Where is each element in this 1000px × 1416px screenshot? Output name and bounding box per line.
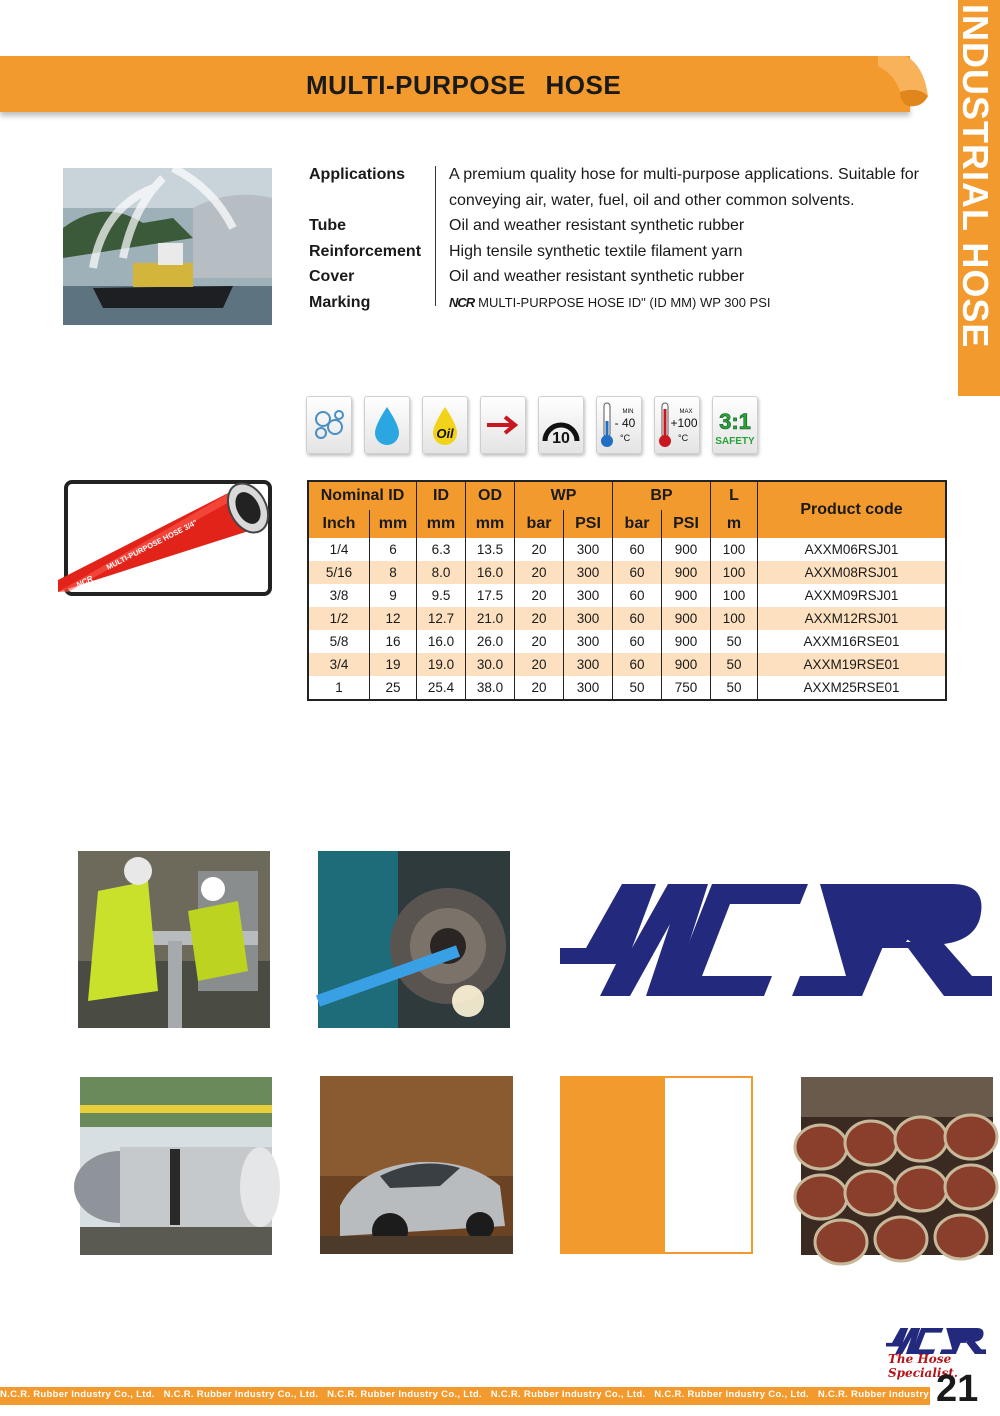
- cell: AXXM09RSJ01: [804, 588, 899, 603]
- cell: 20: [515, 561, 564, 584]
- cell: 16.0: [417, 630, 466, 653]
- spec-row-marking: [309, 290, 919, 316]
- table-row: [308, 538, 946, 561]
- page-title: MULTI-PURPOSE HOSE: [306, 70, 622, 100]
- svg-text:Oil: Oil: [436, 426, 454, 441]
- svg-text:MAX: MAX: [679, 409, 693, 415]
- cell: 300: [564, 561, 613, 584]
- hose-sample-frame: [64, 480, 272, 596]
- cell: 50: [711, 653, 758, 676]
- cell: 25: [370, 676, 417, 700]
- cell: 38.0: [466, 676, 515, 700]
- cell: 8: [370, 561, 417, 584]
- color-block-fill: [562, 1078, 665, 1252]
- cell: 3/4: [308, 653, 370, 676]
- hose-fitting-photo: [318, 851, 510, 1028]
- cell: 8.0: [417, 561, 466, 584]
- cell: 750: [662, 676, 711, 700]
- cell: 20: [515, 676, 564, 700]
- cell: 20: [515, 607, 564, 630]
- spec-key: Cover: [309, 268, 355, 285]
- spec-list: [309, 162, 919, 315]
- cell: 50: [711, 630, 758, 653]
- table-row: [308, 561, 946, 584]
- table-row: [308, 584, 946, 607]
- page-curl-icon: [878, 56, 930, 116]
- cell: 20: [515, 630, 564, 653]
- sports-car-photo: [320, 1076, 513, 1254]
- oil-icon: [422, 396, 468, 454]
- cell: 5/16: [308, 561, 370, 584]
- table-row: [308, 676, 946, 700]
- cell: 30.0: [466, 653, 515, 676]
- water-drop-icon: [364, 396, 410, 454]
- spec-key: Marking: [309, 293, 371, 311]
- cell: 100: [711, 538, 758, 561]
- spec-value: Oil and weather resistant synthetic rubber: [449, 268, 745, 285]
- safety-factor-icon: [712, 396, 758, 454]
- svg-text:10: 10: [552, 430, 570, 447]
- sub-header: PSI: [662, 510, 711, 538]
- cell: AXXM19RSE01: [758, 653, 947, 676]
- cell: 100: [711, 607, 758, 630]
- spec-table: [307, 480, 947, 701]
- spec-key: Reinforcement: [309, 242, 422, 260]
- max-temp-icon: [654, 396, 700, 454]
- hose-print-text: MULTI-PURPOSE HOSE 3/4": [104, 517, 199, 572]
- table-row: [308, 630, 946, 653]
- spec-key: Applications: [309, 166, 406, 183]
- cell: 20: [515, 538, 564, 561]
- cell: 12.7: [417, 607, 466, 630]
- svg-text:°C: °C: [678, 433, 689, 443]
- sub-header: PSI: [564, 510, 613, 538]
- cell: 1/2: [308, 607, 370, 630]
- cell: 12: [370, 607, 417, 630]
- min-temp-icon: [596, 396, 642, 454]
- cell: 300: [564, 584, 613, 607]
- slogan: The Hose Specialist.: [888, 1352, 958, 1380]
- cell: 900: [662, 584, 711, 607]
- ncr-mini-logo: NCR: [449, 294, 475, 310]
- cell: 26.0: [466, 630, 515, 653]
- spec-value: Oil and weather resistant synthetic rubber: [449, 217, 745, 234]
- spec-row-applications: [309, 162, 919, 213]
- cell: 300: [564, 653, 613, 676]
- svg-text:+100: +100: [670, 416, 698, 430]
- sub-header: mm: [370, 510, 417, 538]
- wine-barrels-photo: [801, 1077, 993, 1255]
- page-number: 21: [936, 1368, 979, 1410]
- footer-company-repeat: N.C.R. Rubber Industry Co., Ltd. N.C.R. Rubber Industry Co., Ltd. N.C.R. Rubber Industry Co., Ltd. N.C.R. Rubber Industry Co., Ltd. N.C.R. Rubber Industry Co., Ltd. N.C.R. Rubber Industry Co., Ltd.: [0, 1389, 973, 1400]
- workers-photo: [78, 851, 270, 1028]
- ncr-logo: [560, 878, 992, 1002]
- cell: 60: [613, 584, 662, 607]
- col-header: OD: [466, 481, 515, 510]
- spec-row-cover: [309, 264, 919, 290]
- table-row: [308, 653, 946, 676]
- cell: 16: [370, 630, 417, 653]
- cell: 100: [711, 561, 758, 584]
- table-row: [308, 607, 946, 630]
- cell: AXXM06RSJ01: [804, 542, 899, 557]
- section-label: INDUSTRIAL HOSE: [955, 4, 996, 349]
- cell: 20: [515, 584, 564, 607]
- arrow-icon: [480, 396, 526, 454]
- spec-value: [435, 290, 919, 316]
- fireboat-photo: [63, 168, 272, 325]
- air-icon: [306, 396, 352, 454]
- cell: 60: [613, 653, 662, 676]
- svg-text:SAFETY: SAFETY: [715, 436, 755, 447]
- sub-header: m: [711, 510, 758, 538]
- col-header: ID: [417, 481, 466, 510]
- cell: 9: [370, 584, 417, 607]
- cell: 19: [370, 653, 417, 676]
- cell: 300: [564, 630, 613, 653]
- col-header: Product code: [758, 481, 947, 538]
- cell: 16.0: [466, 561, 515, 584]
- sub-header: mm: [466, 510, 515, 538]
- cell: 50: [613, 676, 662, 700]
- sub-header: bar: [515, 510, 564, 538]
- sub-header: mm: [417, 510, 466, 538]
- cell: AXXM25RSE01: [803, 680, 900, 695]
- spec-row-reinforcement: [309, 239, 919, 265]
- svg-text:MIN: MIN: [622, 409, 634, 415]
- cell: 19.0: [417, 653, 466, 676]
- cell: 900: [662, 630, 711, 653]
- spec-value: A premium quality hose for multi-purpose applications. Suitable for conveying air, water, fuel, oil and other common solvents.: [449, 166, 919, 209]
- cell: 9.5: [417, 584, 466, 607]
- cell: 6.3: [417, 538, 466, 561]
- svg-text:°C: °C: [620, 433, 631, 443]
- cell: 5/8: [308, 630, 370, 653]
- spec-key: Tube: [309, 217, 347, 234]
- svg-text:3:1: 3:1: [719, 409, 751, 434]
- cell: 60: [613, 538, 662, 561]
- cell: 25.4: [417, 676, 466, 700]
- cell: 60: [613, 630, 662, 653]
- cell: 900: [662, 538, 711, 561]
- cell: 100: [711, 584, 758, 607]
- cell: 20: [515, 653, 564, 676]
- cell: 300: [564, 676, 613, 700]
- cell: 300: [564, 538, 613, 561]
- cell: AXXM08RSJ01: [758, 561, 947, 584]
- spec-value: High tensile synthetic textile filament yarn: [449, 242, 743, 260]
- sub-header: bar: [613, 510, 662, 538]
- col-header: BP: [613, 481, 711, 510]
- cell: AXXM12RSJ01: [758, 607, 947, 630]
- cell: 60: [613, 561, 662, 584]
- cell: 60: [613, 607, 662, 630]
- col-header: WP: [515, 481, 613, 510]
- cell: 1: [308, 676, 370, 700]
- table-group-header: [308, 481, 946, 510]
- color-block: [560, 1076, 753, 1254]
- cell: 17.5: [466, 584, 515, 607]
- cell: AXXM16RSE01: [803, 634, 900, 649]
- cell: 900: [662, 653, 711, 676]
- cell: 300: [564, 607, 613, 630]
- spec-row-tube: [309, 213, 919, 239]
- cell: 6: [370, 538, 417, 561]
- hose-illustration: [68, 484, 268, 592]
- cell: 900: [662, 607, 711, 630]
- cell: 50: [711, 676, 758, 700]
- svg-text:- 40: - 40: [614, 416, 636, 430]
- rail-tanker-photo: [80, 1077, 272, 1255]
- cell: 13.5: [466, 538, 515, 561]
- cell: 1/4: [308, 538, 370, 561]
- marking-text: MULTI-PURPOSE HOSE ID" (ID MM) WP 300 PSI: [478, 294, 771, 310]
- col-header: Nominal ID: [308, 481, 417, 510]
- sub-header: Inch: [308, 510, 370, 538]
- cell: 900: [662, 561, 711, 584]
- bend-radius-icon: [538, 396, 584, 454]
- hose-print-logo: NCR: [74, 573, 95, 590]
- cell: 3/8: [308, 584, 370, 607]
- cell: 21.0: [466, 607, 515, 630]
- col-header: L: [711, 481, 758, 510]
